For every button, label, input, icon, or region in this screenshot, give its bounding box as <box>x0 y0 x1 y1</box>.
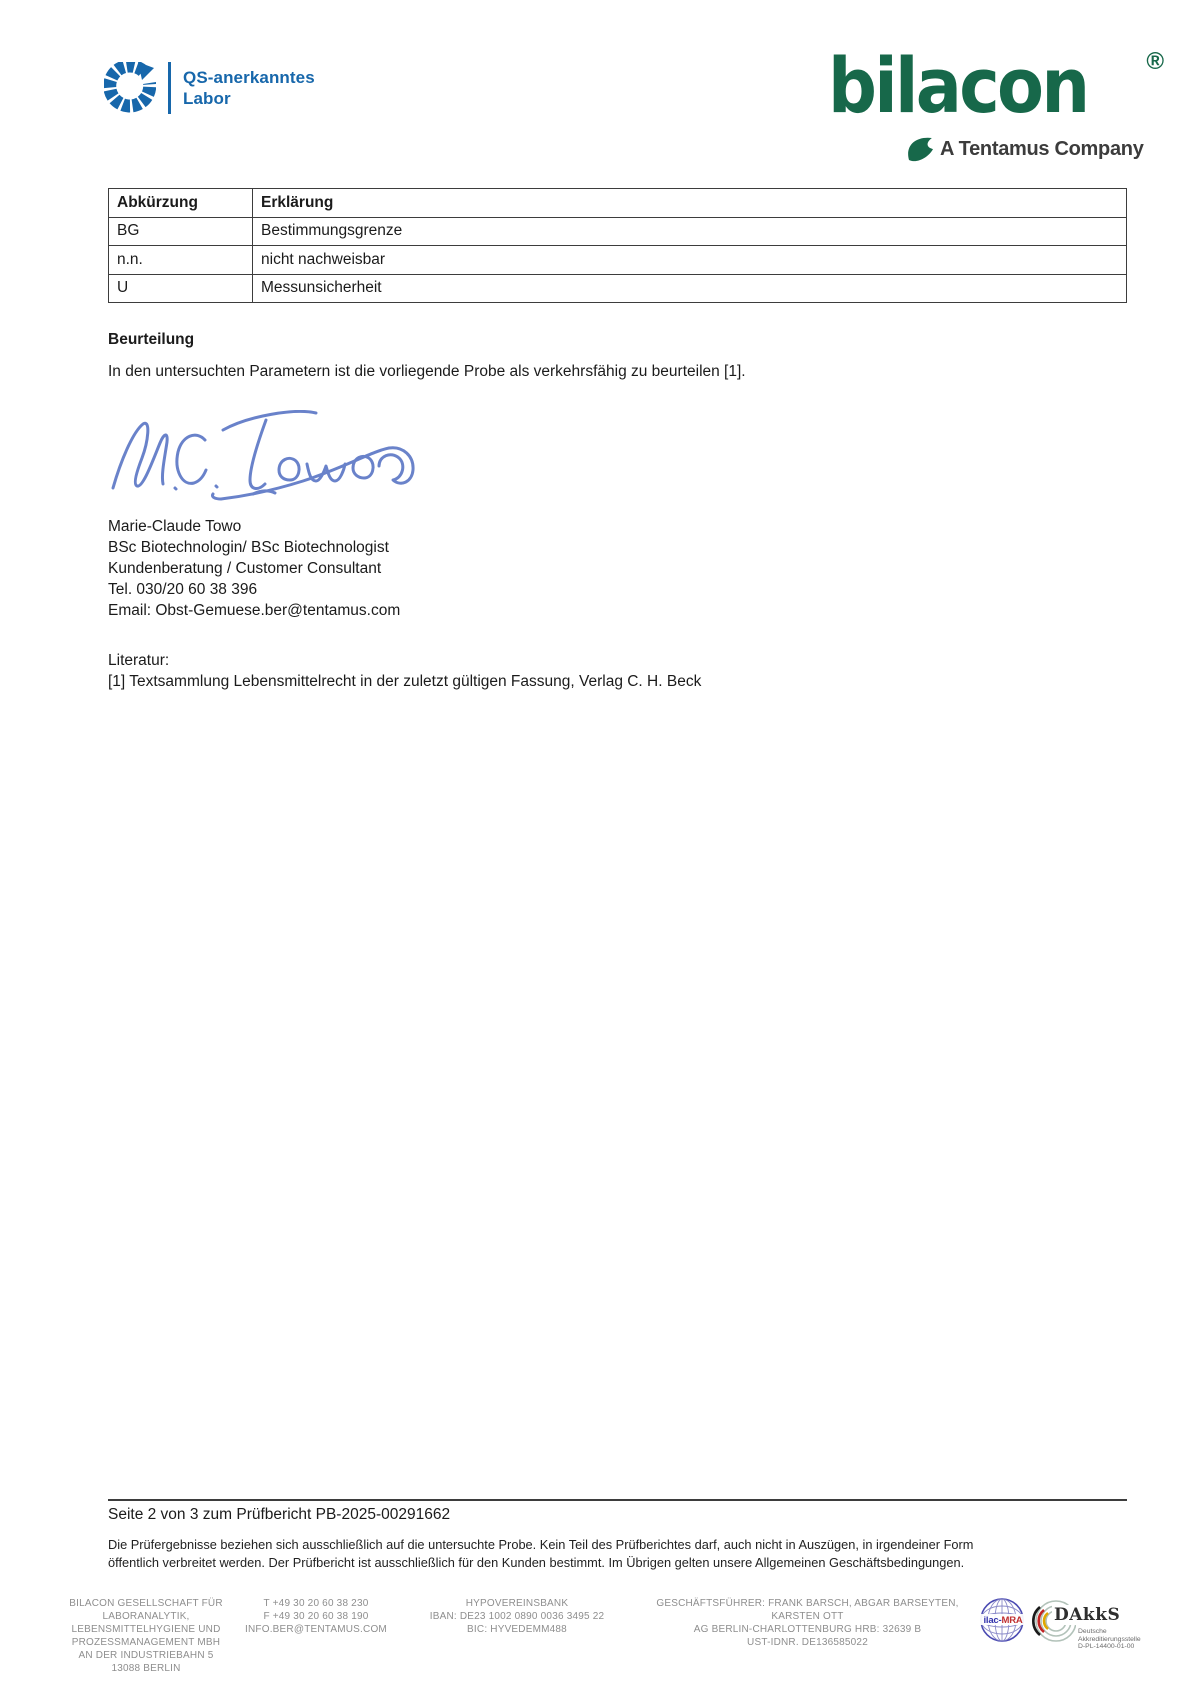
assessment-text: In den untersuchten Parametern ist die vorliegende Probe als verkehrsfähig zu beurteilen [1]. <box>108 363 746 380</box>
dakks-sub-line: Deutsche <box>1078 1628 1107 1635</box>
qs-labor-label <box>183 67 315 109</box>
assessment-heading: Beurteilung <box>108 331 195 348</box>
address-line: PROZESSMANAGEMENT MBH <box>71 1637 221 1648</box>
literature-block <box>108 650 701 692</box>
address-line: LEBENSMITTELHYGIENE UND <box>71 1624 221 1635</box>
table-row <box>109 246 1127 275</box>
bilacon-logo <box>828 41 1164 130</box>
register-line: AG BERLIN-CHARLOTTENBURG HRB: 32639 B <box>693 1624 922 1635</box>
dakks-wordmark: DAkkS <box>1054 1605 1121 1625</box>
bic-line: BIC: HYVEDEMM488 <box>467 1624 567 1635</box>
email-line: INFO.BER@TENTAMUS.COM <box>245 1624 387 1635</box>
footer-divider-line <box>108 1499 1127 1501</box>
bank-name: HYPOVEREINSBANK <box>465 1598 569 1609</box>
table-row <box>109 217 1127 246</box>
column-header-abkuerzung: Abkürzung <box>109 189 253 218</box>
qs-labor-logo <box>104 62 315 114</box>
qs-label-line2: Labor <box>183 89 231 108</box>
signer-email: Email: Obst-Gemuese.ber@tentamus.com <box>108 602 401 619</box>
abbreviation-cell: BG <box>109 217 253 246</box>
mra-label-part: MRA <box>1001 1615 1023 1626</box>
signer-title: BSc Biotechnologin/ BSc Biotechnologist <box>108 539 389 556</box>
page-number-line: Seite 2 von 3 zum Prüfbericht PB-2025-00291662 <box>108 1506 451 1523</box>
managing-directors-line: GESCHÄFTSFÜHRER: FRANK BARSCH, ABGAR BARSEYTEN, <box>656 1598 959 1609</box>
dakks-arcs-logo <box>1030 1598 1180 1654</box>
qs-circular-arrow-icon <box>104 62 156 114</box>
bilacon-wordmark: bilacon <box>828 41 1088 130</box>
dakks-subtitle <box>1078 1628 1141 1651</box>
disclaimer-text <box>108 1536 1108 1571</box>
logo-divider <box>168 62 171 114</box>
ilac-mra-globe-logo <box>978 1596 1026 1644</box>
disclaimer-line2: öffentlich verbreitet werden. Der Prüfbericht ist ausschließlich für den Kunden bestimmt. Im Übrigen gelten unsere Allgemeinen Geschäftsbedingungen. <box>108 1554 965 1570</box>
footer-legal <box>650 1597 965 1649</box>
address-line: AN DER INDUSTRIEBAHN 5 <box>78 1650 214 1661</box>
tentamus-leaf-icon <box>906 136 934 162</box>
abbreviation-cell: U <box>109 274 253 303</box>
explanation-cell: Messunsicherheit <box>253 274 1127 303</box>
address-line: LABORANALYTIK, <box>102 1611 190 1622</box>
disclaimer-line1: Die Prüfergebnisse beziehen sich ausschließlich auf die untersuchte Probe. Kein Teil des Prüfberichtes darf, auch nicht in Auszügen, in irgendeiner Form <box>108 1537 974 1552</box>
footer-bank <box>412 1597 622 1636</box>
literature-item: [1] Textsammlung Lebensmittelrecht in der zuletzt gültigen Fassung, Verlag C. H. Beck <box>108 673 702 690</box>
dakks-sub-line: Akkreditierungsstelle <box>1078 1635 1141 1643</box>
address-line: 13088 BERLIN <box>111 1663 181 1674</box>
signer-contact-block <box>108 516 400 621</box>
signer-phone: Tel. 030/20 60 38 396 <box>108 581 258 598</box>
registered-trademark-symbol: ® <box>1146 48 1164 75</box>
explanation-cell: nicht nachweisbar <box>253 246 1127 275</box>
qs-label-line1: QS-anerkanntes <box>183 68 315 87</box>
footer-company-address <box>56 1597 236 1675</box>
abbreviation-table <box>108 188 1127 303</box>
ilac-label-part: ilac- <box>983 1615 1002 1626</box>
tentamus-company-line <box>906 136 1144 162</box>
fax-line: F +49 30 20 60 38 190 <box>263 1611 369 1622</box>
signer-name: Marie-Claude Towo <box>108 518 242 535</box>
phone-line: T +49 30 20 60 38 230 <box>263 1598 369 1609</box>
column-header-erklaerung: Erklärung <box>253 189 1127 218</box>
handwritten-signature <box>103 396 415 516</box>
explanation-cell: Bestimmungsgrenze <box>253 217 1127 246</box>
dakks-sub-line: D-PL-14400-01-00 <box>1078 1643 1135 1651</box>
signer-role: Kundenberatung / Customer Consultant <box>108 560 382 577</box>
managing-directors-line: KARSTEN OTT <box>771 1611 844 1622</box>
literature-heading: Literatur: <box>108 652 170 669</box>
ilac-mra-label <box>981 1615 1025 1626</box>
table-row <box>109 274 1127 303</box>
vat-line: UST-IDNR. DE136585022 <box>747 1637 868 1648</box>
footer-contact <box>232 1597 400 1636</box>
tentamus-company-label: A Tentamus Company <box>940 137 1144 160</box>
iban-line: IBAN: DE23 1002 0890 0036 3495 22 <box>429 1611 605 1622</box>
abbreviation-cell: n.n. <box>109 246 253 275</box>
address-line: BILACON GESELLSCHAFT FÜR <box>69 1598 223 1609</box>
table-header-row <box>109 189 1127 218</box>
